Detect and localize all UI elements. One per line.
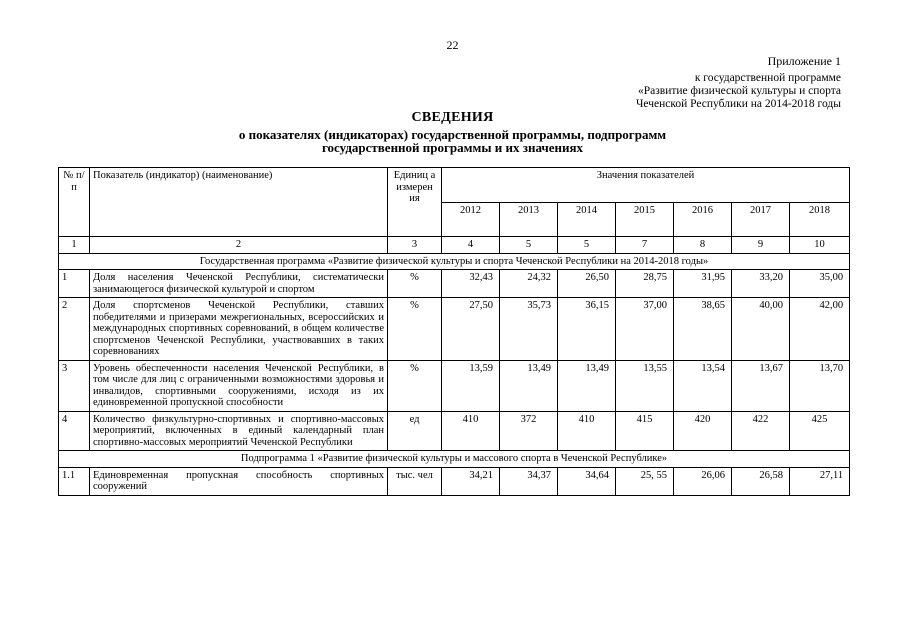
row-value: 35,00	[790, 270, 850, 298]
row-num: 2	[59, 298, 90, 361]
col-number: 5	[500, 237, 558, 254]
table-row	[59, 467, 850, 495]
row-value: 26,06	[674, 467, 732, 495]
col-number: 1	[59, 237, 90, 254]
row-num: 1.1	[59, 467, 90, 495]
row-value: 36,15	[558, 298, 616, 361]
row-value: 13,70	[790, 360, 850, 411]
row-value: 24,32	[500, 270, 558, 298]
row-value: 34,21	[442, 467, 500, 495]
row-indicator-name: Доля спортсменов Чеченской Республики, ставших победителями и призерами межрегиональных, всероссийских и международных спортивных соревнований, в общем количестве спортсменов Чеченской Республики, участвовавших в таких соревнованиях	[90, 298, 388, 361]
heading-line: о показателях (индикаторах) государственной программы, подпрограмм	[238, 127, 667, 142]
row-value: 34,37	[500, 467, 558, 495]
header-unit: Единиц а измерен ия	[388, 168, 442, 237]
indicators-table	[58, 167, 850, 496]
subtitle-line: «Развитие физической культуры и спорта	[638, 85, 841, 97]
col-number: 8	[674, 237, 732, 254]
year-cell: 2015	[616, 202, 674, 237]
column-numbers-row	[59, 237, 850, 254]
col-number: 2	[90, 237, 388, 254]
header-values: Значения показателей	[442, 168, 850, 203]
row-value: 32,43	[442, 270, 500, 298]
col-number: 7	[616, 237, 674, 254]
row-value: 13,54	[674, 360, 732, 411]
col-number: 10	[790, 237, 850, 254]
row-value: 28,75	[616, 270, 674, 298]
row-value: 42,00	[790, 298, 850, 361]
appendix-label: Приложение 1	[767, 54, 841, 68]
row-value: 27,50	[442, 298, 500, 361]
subtitle-line: к государственной программе	[694, 72, 841, 84]
row-unit: %	[388, 298, 442, 361]
row-value: 13,59	[442, 360, 500, 411]
section-row	[59, 253, 850, 270]
row-indicator-name: Доля населения Чеченской Республики, систематически занимающегося физической культурой и спортом	[90, 270, 388, 298]
row-value: 13,67	[732, 360, 790, 411]
page-number: 22	[446, 38, 459, 52]
row-indicator-name: Уровень обеспеченности населения Чеченской Республики, в том числе для лиц с ограниченными возможностями здоровья и инвалидов, спортивными сооружениями, исходя из их единовременной пропускной способности	[90, 360, 388, 411]
section-title: Государственная программа «Развитие физической культуры и спорта Чеченской Республики на 2014-2018 годы»	[59, 253, 850, 270]
row-value: 33,20	[732, 270, 790, 298]
col-number: 5	[558, 237, 616, 254]
row-value: 422	[732, 411, 790, 451]
row-unit: %	[388, 270, 442, 298]
row-value: 415	[616, 411, 674, 451]
row-value: 26,58	[732, 467, 790, 495]
row-indicator-name: Единовременная пропускная способность спортивных сооружений	[90, 467, 388, 495]
table-row	[59, 298, 850, 361]
year-cell: 2017	[732, 202, 790, 237]
row-unit: %	[388, 360, 442, 411]
row-value: 31,95	[674, 270, 732, 298]
year-cell: 2013	[500, 202, 558, 237]
year-cell: 2016	[674, 202, 732, 237]
row-value: 35,73	[500, 298, 558, 361]
row-unit: ед	[388, 411, 442, 451]
table-row	[59, 411, 850, 451]
row-value: 40,00	[732, 298, 790, 361]
row-value: 13,55	[616, 360, 674, 411]
row-num: 4	[59, 411, 90, 451]
table-row	[59, 360, 850, 411]
year-cell: 2014	[558, 202, 616, 237]
row-value: 420	[674, 411, 732, 451]
row-unit: тыс. чел	[388, 467, 442, 495]
document-heading	[0, 128, 905, 154]
row-indicator-name: Количество физкультурно-спортивных и спортивно-массовых мероприятий, включенных в единый календарный план спортивно-массовых мероприятий Чеченской Республики	[90, 411, 388, 451]
row-value: 425	[790, 411, 850, 451]
subtitle-line: Чеченской Республики на 2014-2018 годы	[635, 98, 841, 110]
row-value: 38,65	[674, 298, 732, 361]
row-value: 372	[500, 411, 558, 451]
appendix-subtitle	[636, 72, 841, 111]
year-cell: 2012	[442, 202, 500, 237]
header-row	[59, 168, 850, 203]
row-value: 13,49	[500, 360, 558, 411]
col-number: 9	[732, 237, 790, 254]
col-number: 4	[442, 237, 500, 254]
table-row	[59, 270, 850, 298]
row-value: 26,50	[558, 270, 616, 298]
row-value: 13,49	[558, 360, 616, 411]
heading-line: государственной программы и их значениях	[321, 140, 584, 155]
row-value: 25, 55	[616, 467, 674, 495]
header-num: № п/п	[59, 168, 90, 237]
row-value: 410	[558, 411, 616, 451]
row-value: 37,00	[616, 298, 674, 361]
row-num: 3	[59, 360, 90, 411]
row-num: 1	[59, 270, 90, 298]
row-value: 34,64	[558, 467, 616, 495]
col-number: 3	[388, 237, 442, 254]
section-title: Подпрограмма 1 «Развитие физической культуры и массового спорта в Чеченской Республике»	[59, 451, 850, 468]
document-title: СВЕДЕНИЯ	[411, 110, 494, 125]
row-value: 410	[442, 411, 500, 451]
header-indicator: Показатель (индикатор) (наименование)	[90, 168, 388, 237]
section-row	[59, 451, 850, 468]
year-cell: 2018	[790, 202, 850, 237]
row-value: 27,11	[790, 467, 850, 495]
